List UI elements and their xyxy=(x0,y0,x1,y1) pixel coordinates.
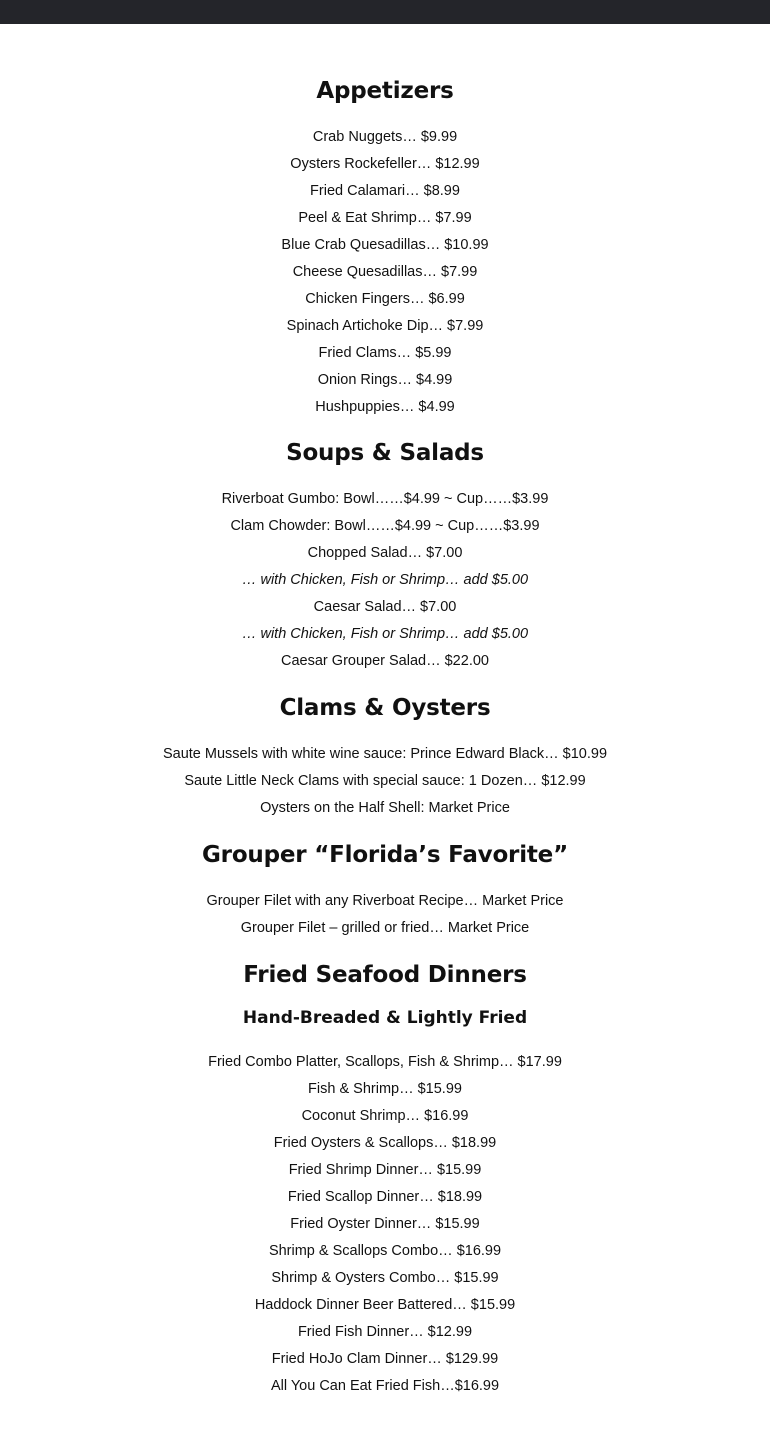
menu-item: Blue Crab Quesadillas… $10.99 xyxy=(281,237,489,253)
spacer xyxy=(0,873,770,888)
menu-item: Fish & Shrimp… $15.99 xyxy=(308,1081,462,1097)
menu-item: Cheese Quesadillas… $7.99 xyxy=(292,264,478,280)
section-title-soups-salads: Soups & Salads xyxy=(286,440,484,466)
menu-item: Haddock Dinner Beer Battered… $15.99 xyxy=(254,1297,516,1313)
spacer xyxy=(0,24,770,73)
spacer xyxy=(0,109,770,124)
spacer xyxy=(0,993,770,1004)
menu-item: Fried Scallop Dinner… $18.99 xyxy=(287,1189,483,1205)
spacer xyxy=(0,942,770,957)
menu-item: All You Can Eat Fried Fish…$16.99 xyxy=(270,1378,500,1394)
menu-item: Fried Oysters & Scallops… $18.99 xyxy=(273,1135,497,1151)
menu-content xyxy=(0,24,770,1400)
menu-item: Chopped Salad… $7.00 xyxy=(307,545,463,561)
menu-item: Saute Mussels with white wine sauce: Prince Edward Black… $10.99 xyxy=(162,746,608,762)
clams-oysters-list xyxy=(0,741,770,822)
menu-item: Oysters on the Half Shell: Market Price xyxy=(260,800,510,816)
menu-item: Hushpuppies… $4.99 xyxy=(315,399,455,415)
menu-item: Shrimp & Scallops Combo… $16.99 xyxy=(268,1243,502,1259)
section-title-clams-oysters: Clams & Oysters xyxy=(279,695,491,721)
menu-item: Onion Rings… $4.99 xyxy=(317,372,453,388)
menu-item: Peel & Eat Shrimp… $7.99 xyxy=(298,210,472,226)
menu-item: Coconut Shrimp… $16.99 xyxy=(301,1108,469,1124)
menu-item: Clam Chowder: Bowl……$4.99 ~ Cup……$3.99 xyxy=(230,518,540,534)
grouper-list xyxy=(0,888,770,942)
menu-item: Grouper Filet – grilled or fried… Market Price xyxy=(240,920,530,936)
menu-item: Shrimp & Oysters Combo… $15.99 xyxy=(271,1270,499,1286)
menu-item: Chicken Fingers… $6.99 xyxy=(305,291,465,307)
menu-item-addon: … with Chicken, Fish or Shrimp… add $5.00 xyxy=(241,626,529,642)
menu-item: Caesar Salad… $7.00 xyxy=(313,599,457,615)
section-title-fried-seafood: Fried Seafood Dinners xyxy=(243,962,527,988)
menu-item: Fried Fish Dinner… $12.99 xyxy=(297,1324,473,1340)
menu-item: Fried HoJo Clam Dinner… $129.99 xyxy=(271,1351,499,1367)
soups-salads-list xyxy=(0,486,770,675)
appetizers-list xyxy=(0,124,770,421)
spacer xyxy=(0,726,770,741)
menu-item: Grouper Filet with any Riverboat Recipe… Market Price xyxy=(206,893,564,909)
menu-item: Fried Calamari… $8.99 xyxy=(310,183,460,199)
section-subtitle-hand-breaded: Hand-Breaded & Lightly Fried xyxy=(242,1008,528,1028)
menu-item: Spinach Artichoke Dip… $7.99 xyxy=(286,318,484,334)
menu-item: Oysters Rockefeller… $12.99 xyxy=(290,156,480,172)
menu-item: Riverboat Gumbo: Bowl……$4.99 ~ Cup……$3.99 xyxy=(221,491,549,507)
menu-item: Fried Clams… $5.99 xyxy=(318,345,452,361)
menu-item: Fried Shrimp Dinner… $15.99 xyxy=(288,1162,482,1178)
spacer xyxy=(0,421,770,435)
spacer xyxy=(0,471,770,486)
spacer xyxy=(0,822,770,837)
fried-seafood-list xyxy=(0,1049,770,1400)
section-title-appetizers: Appetizers xyxy=(316,78,454,104)
spacer xyxy=(0,675,770,690)
top-bar xyxy=(0,0,770,24)
section-title-grouper: Grouper “Florida’s Favorite” xyxy=(202,842,568,868)
menu-item: Fried Oyster Dinner… $15.99 xyxy=(290,1216,480,1232)
menu-item: Saute Little Neck Clams with special sauce: 1 Dozen… $12.99 xyxy=(184,773,586,789)
spacer xyxy=(0,1032,770,1049)
menu-item: Caesar Grouper Salad… $22.00 xyxy=(281,653,489,669)
menu-item-addon: … with Chicken, Fish or Shrimp… add $5.00 xyxy=(241,572,529,588)
menu-item: Crab Nuggets… $9.99 xyxy=(312,129,458,145)
menu-item: Fried Combo Platter, Scallops, Fish & Shrimp… $17.99 xyxy=(208,1054,562,1070)
